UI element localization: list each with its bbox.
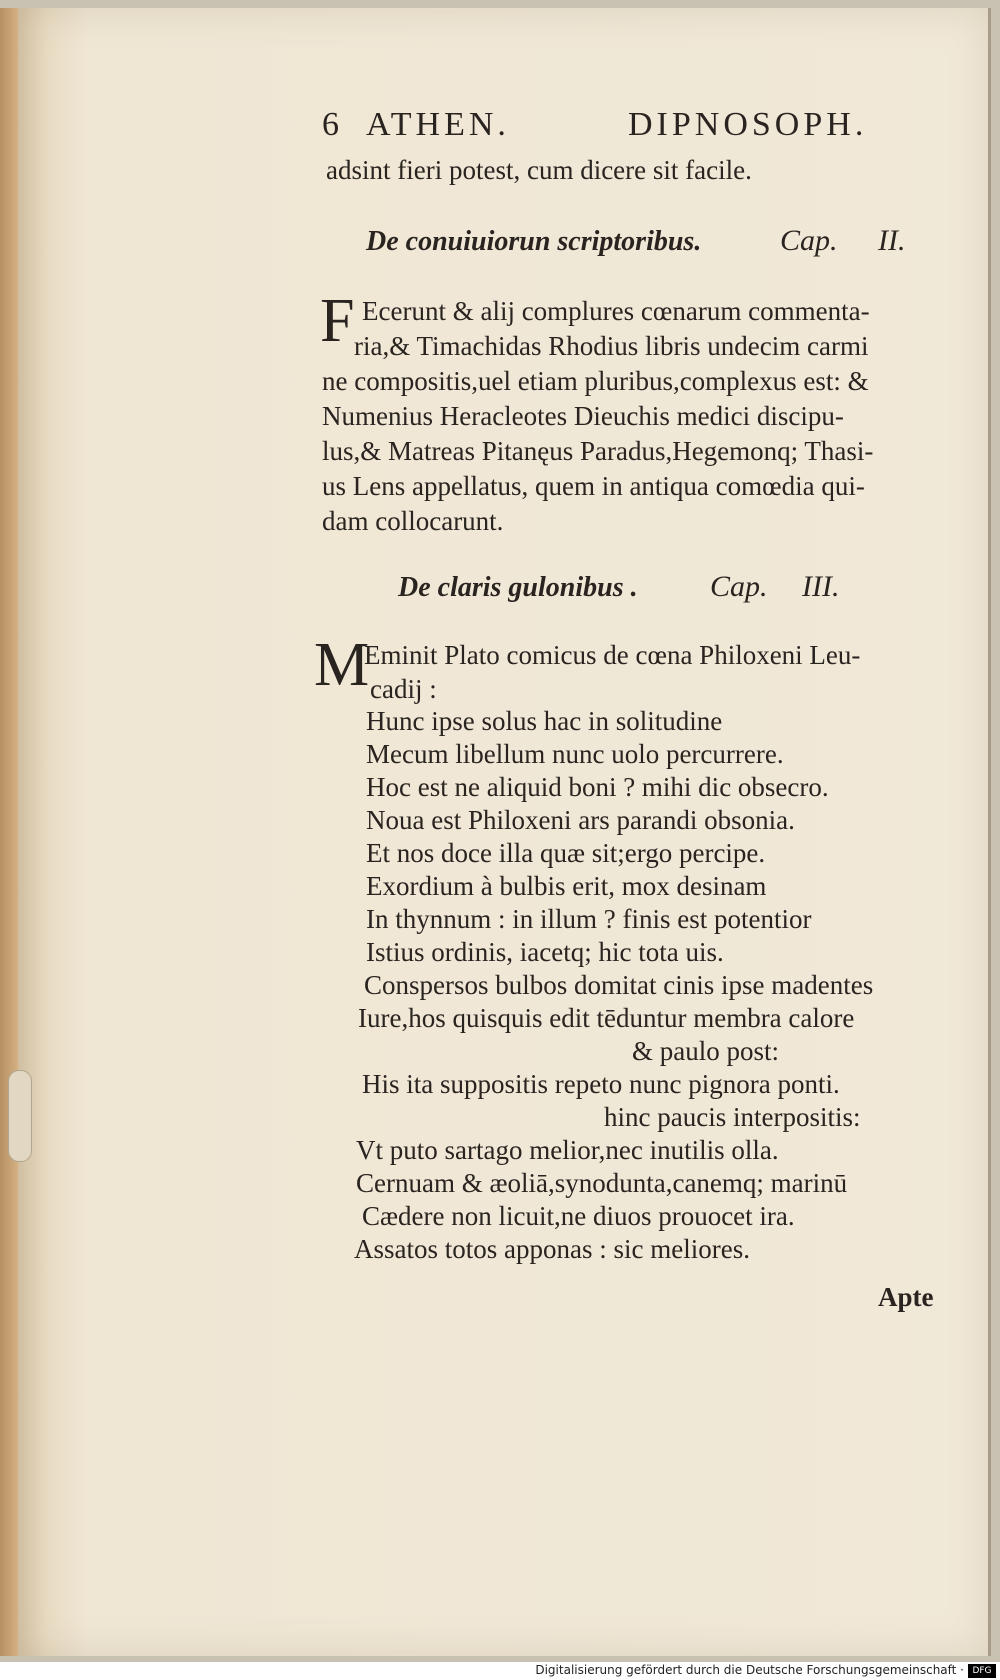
paragraph-line: us Lens appellatus, quem in antiqua comœdia qui- [322,471,865,501]
paragraph-line: ria,& Timachidas Rhodius libris undecim carmi [354,331,869,361]
drop-cap-m: M [314,631,370,699]
verse-line: Assatos totos apponas : sic meliores. [354,1234,750,1264]
running-head-right: DIPNOSOPH. [628,106,868,143]
catchword: Apte [878,1282,934,1312]
paragraph-line: Ecerunt & alij complures cœnarum commenta- [362,296,870,326]
paragraph-line: lus,& Matreas Pitanęus Paradus,Hegemonq; Thasi- [322,436,874,466]
verse-line: Mecum libellum nunc uolo percurrere. [366,739,784,769]
book-spine [0,8,18,1656]
paragraph-line: Eminit Plato comicus de cœna Philoxeni Leu- [364,640,861,670]
footer-credit: Digitalisierung gefördert durch die Deutsche Forschungsgemeinschaft · [535,1663,964,1677]
verse-line: Exordium à bulbis erit, mox desinam [366,871,767,901]
chapter-2-cap: Cap. [780,224,838,257]
paragraph-line: ne compositis,uel etiam pluribus,complexus est: & [322,366,869,396]
drop-cap-f: F [320,287,355,355]
chapter-3-cap: Cap. [710,570,768,603]
chapter-2-number: II. [878,224,906,257]
carry-over-line: adsint fieri potest, cum dicere sit facile. [326,155,752,185]
verse-line: Cernuam & æoliā,synodunta,canemq; marinū [356,1168,848,1198]
dfg-logo: DFG [968,1664,996,1678]
chapter-2-title: De conuiuiorun scriptoribus. [366,226,702,257]
verse-line: Conspersos bulbos domitat cinis ipse madentes [364,970,874,1000]
verse-line: Iure,hos quisquis edit tēduntur membra calore [358,1003,855,1033]
running-head [322,106,882,156]
verse-line: & paulo post: [632,1036,779,1066]
page-clip [8,1070,32,1162]
paragraph-line: Numenius Heracleotes Dieuchis medici discipu- [322,401,844,431]
page-number: 6 [322,106,343,143]
verse-line: Et nos doce illa quæ sit;ergo percipe. [366,838,766,868]
verse-line: Hunc ipse solus hac in solitudine [366,706,723,736]
chapter-3-title: De claris gulonibus . [398,572,638,603]
verse-line: In thynnum : in illum ? finis est potentior [366,904,812,934]
verse-line: His ita suppositis repeto nunc pignora ponti. [362,1069,840,1099]
running-head-left: ATHEN. [366,106,510,143]
verse-line: Cædere non licuit,ne diuos prouocet ira. [362,1201,795,1231]
paragraph-line: dam collocarunt. [322,506,504,536]
verse-line: Noua est Philoxeni ars parandi obsonia. [366,805,795,835]
verse-line: hinc paucis interpositis: [604,1102,861,1132]
paragraph-line: cadij : [370,674,437,704]
chapter-3-number: III. [802,570,840,603]
verse-line: Istius ordinis, iacetq; hic tota uis. [366,937,724,967]
verse-line: Vt puto sartago melior,nec inutilis olla. [356,1135,779,1165]
verse-line: Hoc est ne aliquid boni ? mihi dic obsecro. [366,772,829,802]
